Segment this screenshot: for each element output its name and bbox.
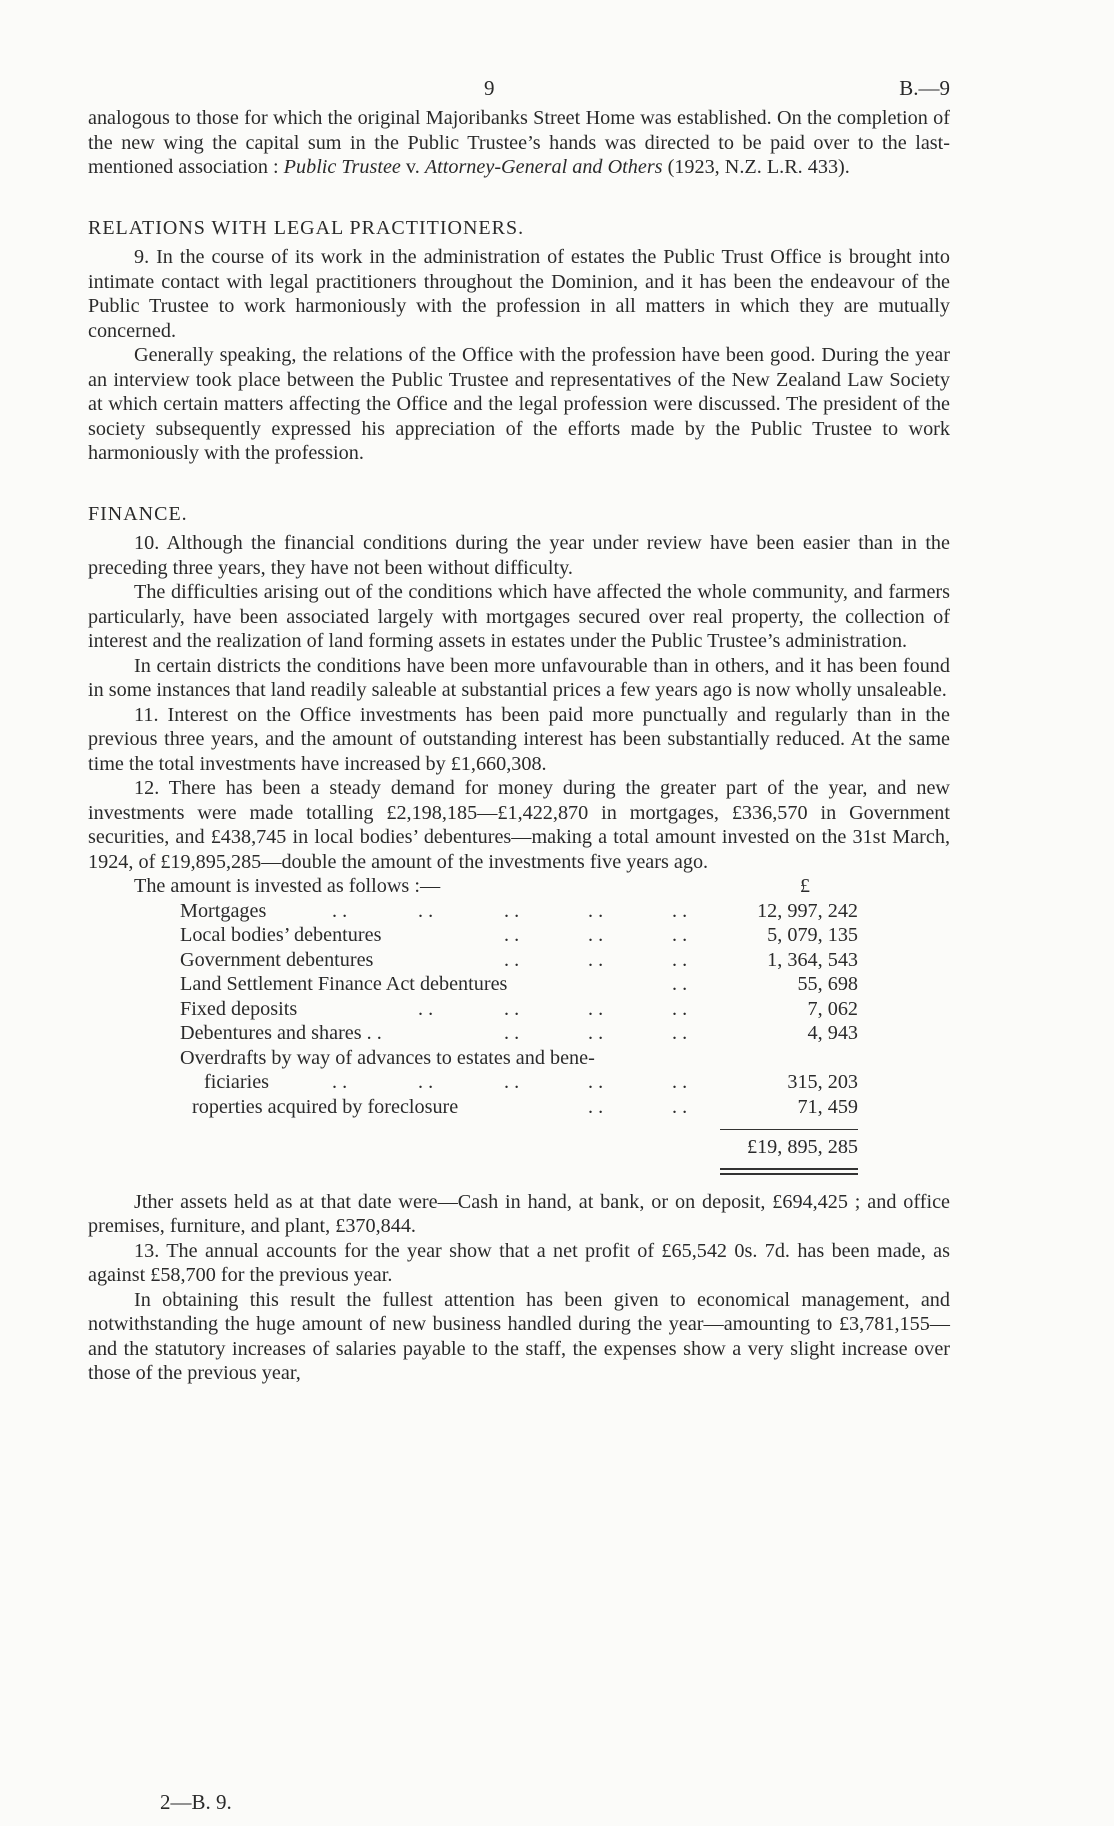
row-value: 7, 062	[807, 997, 858, 1020]
total-rule-wrap	[88, 1119, 950, 1135]
paragraph-9b: Generally speaking, the relations of the Office with the profession have been good. During the year an interview took place between the Public Trustee and representatives of the New Zealand Law Society at which certain matters affecting the Office and the legal profession were discussed. The president of the society subsequently expressed his appreciation of the efforts made by the Public Trustee to work harmoniously with the profession.	[88, 344, 950, 464]
row-value: 12, 997, 242	[757, 899, 858, 922]
paragraph-10: 10. Although the financial conditions during the year under review have been easier than in the preceding three years, they have not been without difficulty.	[88, 532, 950, 579]
total-rule	[720, 1129, 858, 1130]
row-value: 5, 079, 135	[767, 924, 858, 946]
row-label: Government debentures	[180, 948, 374, 971]
double-rule-top	[720, 1168, 858, 1170]
table-row: Fixed deposits . . . . . . . . 7, 062	[180, 997, 858, 1020]
investments-table	[88, 874, 950, 1186]
row-value: 4, 943	[807, 1022, 858, 1044]
investments-intro-row	[88, 874, 950, 899]
case-party-2: Attorney-General and Others	[424, 156, 663, 178]
investments-intro: The amount is invested as follows :—	[134, 875, 441, 897]
table-row: roperties acquired by foreclosure . . . . 71, 459	[192, 1095, 858, 1118]
table-row: ficiaries . . . . . . . . . . 315, 203	[204, 1071, 858, 1093]
relations-heading: RELATIONS WITH LEGAL PRACTITIONERS.	[88, 216, 525, 239]
row-label: Land Settlement Finance Act debentures	[180, 973, 508, 995]
document-reference: B.—9	[899, 76, 950, 100]
currency-symbol: £	[799, 875, 810, 897]
table-row: Land Settlement Finance Act debentures . . 55, 698	[180, 973, 858, 995]
table-row: Debentures and shares . . . . . . . . 4, 943	[180, 1022, 858, 1044]
case-citation: (1923, N.Z. L.R. 433).	[662, 156, 850, 178]
finance-heading: FINANCE.	[88, 502, 188, 525]
double-rule-wrap	[88, 1160, 950, 1186]
paragraph-9: 9. In the course of its work in the administration of estates the Public Trust Office is brought into intimate contact with legal practitioners throughout the Dominion, and it has been the endeavour of the Public Trustee to work harmoniously with the profession in all matters in which they are mutually concerned.	[88, 246, 950, 342]
other-assets-paragraph: Jther assets held as at that date were—Cash in hand, at bank, or on deposit, £694,425 ; and office premises, furniture, and plant, £370,844.	[88, 1190, 950, 1237]
intro-text: analogous to those for which the original Majoribanks Street Home was established. On the completion of the new wing the capital sum in the Public Trustee’s hands was directed to be paid over to the last-mentioned association :	[88, 107, 950, 178]
paragraph-10c: In certain districts the conditions have been more unfavourable than in others, and it has been found in some instances that land readily saleable at substantial prices a few years ago is now wholly unsaleable.	[88, 654, 950, 701]
row-label: Debentures and shares . .	[180, 1022, 382, 1044]
page-number: 9	[484, 76, 495, 100]
table-row	[88, 1046, 950, 1071]
row-label: Overdrafts by way of advances to estates and bene-	[180, 1046, 595, 1069]
intro-paragraph	[88, 106, 950, 180]
table-row: Mortgages . . . . . . . . . . 12, 997, 242	[180, 899, 858, 922]
table-total-row	[88, 1135, 950, 1160]
page-footer-signature: 2—B. 9.	[160, 1790, 232, 1814]
paragraph-10b: The difficulties arising out of the conditions which have affected the whole community, and farmers particularly, have been associated largely with mortgages secured over real property, the collection of interest and the realization of land forming assets in estates under the Public Trustee’s administration.	[88, 581, 950, 652]
total-value: £19, 895, 285	[746, 1136, 858, 1158]
paragraph-12: 12. There has been a steady demand for money during the greater part of the year, and new investments were made totalling £2,198,185—£1,422,870 in mortgages, £336,570 in Government securities, and £438,745 in local bodies’ debentures—making a total amount invested on the 31st March, 1924, of £19,895,285—double the amount of the investments five years ago.	[88, 777, 950, 873]
row-label: Mortgages	[180, 899, 267, 922]
row-value: 1, 364, 543	[767, 948, 858, 971]
paragraph-13: 13. The annual accounts for the year show that a net profit of £65,542 0s. 7d. has been made, as against £58,700 for the previous year.	[88, 1239, 950, 1286]
paragraph-13b: In obtaining this result the fullest attention has been given to economical management, and notwithstanding the huge amount of new business handled during the year—amounting to £3,781,155—and the statutory increases of salaries payable to the staff, the expenses show a very slight increase over those of the previous year,	[88, 1288, 950, 1384]
case-party-1: Public Trustee	[283, 156, 401, 178]
table-row: Local bodies’ debentures . . . . . . 5, 079, 135	[180, 924, 858, 946]
row-label: Local bodies’ debentures	[180, 924, 382, 946]
document-page	[88, 76, 950, 1386]
table-row: Government debentures . . . . . . 1, 364, 543	[180, 948, 858, 971]
row-value: 55, 698	[797, 973, 858, 995]
row-label-continued: ficiaries	[204, 1071, 270, 1093]
case-v: v.	[400, 156, 425, 178]
row-value: 71, 459	[797, 1095, 858, 1118]
paragraph-11: 11. Interest on the Office investments has been paid more punctually and regularly than in the previous three years, and the amount of outstanding interest has been substantially reduced. At the same time the total investments have increased by £1,660,308.	[88, 703, 950, 775]
row-label: roperties acquired by foreclosure	[192, 1095, 459, 1118]
page-header	[88, 76, 950, 106]
row-value: 315, 203	[787, 1071, 858, 1093]
row-label: Fixed deposits	[180, 997, 298, 1020]
double-rule-bottom	[720, 1173, 858, 1175]
